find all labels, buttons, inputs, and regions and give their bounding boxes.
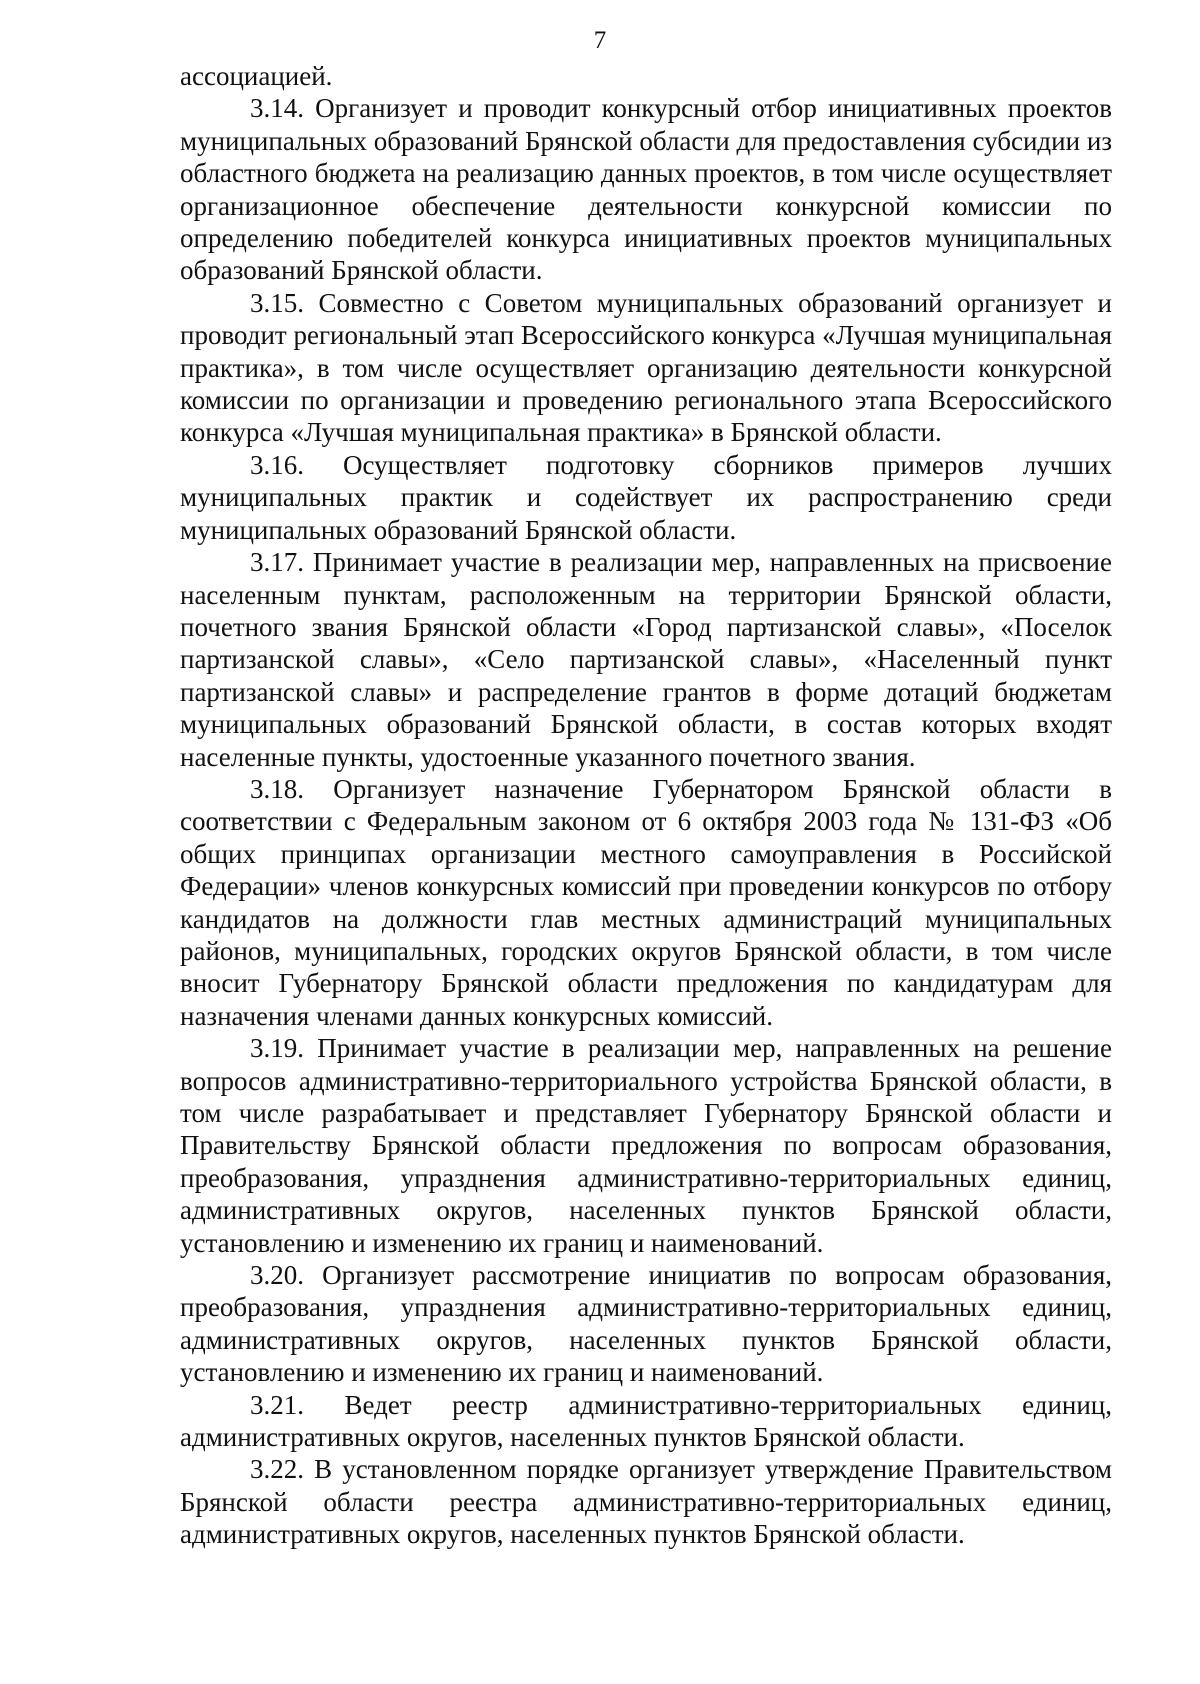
document-body <box>180 60 1112 1551</box>
paragraph-3-22: 3.22. В установленном порядке организует утверждение Правительством Брянской области реестра административно-территориальных единиц, административных округов, населенных пунктов Брянской области. <box>180 1454 1112 1550</box>
paragraph-3-21: 3.21. Ведет реестр административно-территориальных единиц, административных округов, населенных пунктов Брянской области. <box>180 1389 1112 1453</box>
paragraph-3-17: 3.17. Принимает участие в реализации мер, направленных на присвоение населенным пунктам, расположенным на территории Брянской области, почетного звания Брянской области «Город партизанской славы», «Поселок партизанской славы», «Село партизанской славы», «Населенный пункт партизанской славы» и распределение грантов в форме дотаций бюджетам муниципальных образований Брянской области, в состав которых входят населенные пункты, удостоенные указанного почетного звания. <box>180 547 1112 772</box>
paragraph-3-14: 3.14. Организует и проводит конкурсный отбор инициативных проектов муниципальных образований Брянской области для предоставления субсидии из областного бюджета на реализацию данных проектов, в том числе осуществляет организационное обеспечение деятельности конкурсной комиссии по определению победителей конкурса инициативных проектов муниципальных образований Брянской области. <box>180 93 1112 286</box>
page-number: 7 <box>593 27 607 54</box>
paragraph-3-18: 3.18. Организует назначение Губернатором Брянской области в соответствии с Федеральным законом от 6 октября 2003 года № 131-ФЗ «Об общих принципах организации местного самоуправления в Российской Федерации» членов конкурсных комиссий при проведении конкурсов по отбору кандидатов на должности глав местных администраций муниципальных районов, муниципальных, городских округов Брянской области, в том числе вносит Губернатору Брянской области предложения по кандидатурам для назначения членами данных конкурсных комиссий. <box>180 773 1112 1031</box>
paragraph-3-15: 3.15. Совместно с Советом муниципальных образований организует и проводит региональный этап Всероссийского конкурса «Лучшая муниципальная практика», в том числе осуществляет организацию деятельности конкурсной комиссии по организации и проведению регионального этапа Всероссийского конкурса «Лучшая муниципальная практика» в Брянской области. <box>180 287 1112 448</box>
paragraph-3-16: 3.16. Осуществляет подготовку сборников примеров лучших муниципальных практик и содействует их распространению среди муниципальных образований Брянской области. <box>180 449 1112 545</box>
paragraph-continuation: ассоциацией. <box>180 61 333 91</box>
paragraph-3-20: 3.20. Организует рассмотрение инициатив по вопросам образования, преобразования, упразднения административно-территориальных единиц, административных округов, населенных пунктов Брянской области, установлению и изменению их границ и наименований. <box>180 1260 1112 1388</box>
paragraph-3-19: 3.19. Принимает участие в реализации мер, направленных на решение вопросов административно-территориального устройства Брянской области, в том числе разрабатывает и представляет Губернатору Брянской области и Правительству Брянской области предложения по вопросам образования, преобразования, упразднения административно-территориальных единиц, административных округов, населенных пунктов Брянской области, установлению и изменению их границ и наименований. <box>180 1033 1112 1258</box>
